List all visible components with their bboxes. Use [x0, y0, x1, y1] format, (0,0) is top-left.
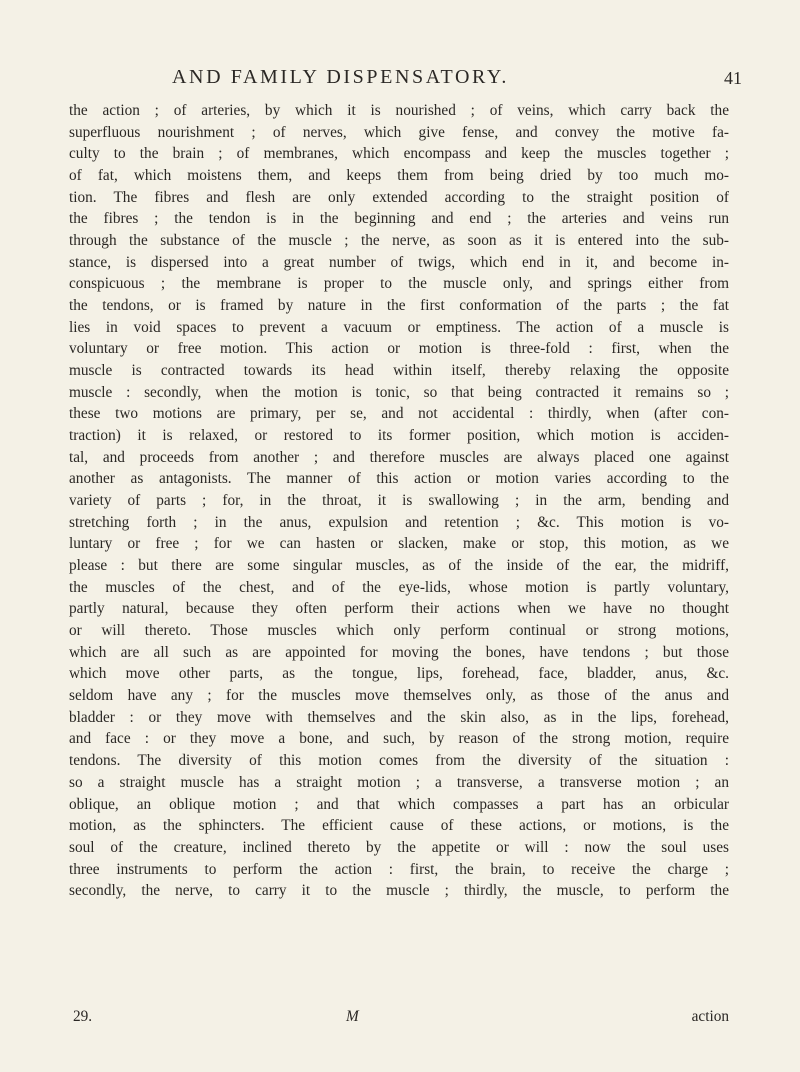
running-head: AND FAMILY DISPENSATORY.	[172, 66, 509, 88]
text-line: tal, and proceeds from another ; and therefore muscles are always placed one against	[69, 448, 729, 466]
text-line: or will thereto. Those muscles which only perform continual or strong motions,	[69, 622, 729, 640]
text-line: so a straight muscle has a straight motion ; a transverse, a transverse motion ; an	[69, 773, 729, 791]
text-line: please : but there are some singular muscles, as of the inside of the ear, the midriff,	[69, 557, 729, 575]
signature-mark: M	[346, 1008, 359, 1025]
text-line: variety of parts ; for, in the throat, it is swallowing ; in the arm, bending and	[69, 492, 729, 510]
text-line: luntary or free ; for we can hasten or slacken, make or stop, this motion, as we	[69, 535, 729, 553]
text-line: the muscles of the chest, and of the eye-lids, whose motion is partly voluntary,	[69, 578, 729, 596]
text-line: motion, as the sphincters. The efficient cause of these actions, or motions, is the	[69, 817, 729, 835]
sheet-number: 29.	[73, 1008, 93, 1025]
text-line: seldom have any ; for the muscles move themselves only, as those of the anus and	[69, 687, 729, 705]
text-line: stretching forth ; in the anus, expulsion and retention ; &c. This motion is vo-	[69, 513, 729, 531]
text-line: conspicuous ; the membrane is proper to the muscle only, and springs either from	[69, 275, 729, 293]
text-line: oblique, an oblique motion ; and that which compasses a part has an orbicular	[69, 795, 729, 813]
text-line: voluntary or free motion. This action or motion is three-fold : first, when the	[69, 340, 729, 358]
text-line: muscle is contracted towards its head within itself, thereby relaxing the opposite	[69, 362, 729, 380]
body-text	[69, 100, 729, 902]
text-line: these two motions are primary, per se, and not accidental : thirdly, when (after con-	[69, 405, 729, 423]
text-line: of fat, which moistens them, and keeps them from being dried by too much mo-	[69, 167, 729, 185]
page-number: 41	[724, 68, 742, 88]
text-line: tendons. The diversity of this motion comes from the diversity of the situation :	[69, 752, 729, 770]
text-line: secondly, the nerve, to carry it to the muscle ; thirdly, the muscle, to perform the	[69, 882, 729, 900]
text-line: soul of the creature, inclined thereto by the appetite or will : now the soul uses	[69, 838, 729, 856]
text-line: tion. The fibres and flesh are only extended according to the straight position of	[69, 188, 729, 206]
text-line: the tendons, or is framed by nature in the first conformation of the parts ; the fat	[69, 297, 729, 315]
page-footer	[69, 1008, 729, 1030]
text-line: which are all such as are appointed for moving the bones, have tendons ; but those	[69, 643, 729, 661]
text-line: the action ; of arteries, by which it is nourished ; of veins, which carry back the	[69, 102, 729, 119]
catchword: action	[691, 1008, 729, 1025]
text-line: traction) it is relaxed, or restored to its former position, which motion is acciden-	[69, 427, 729, 445]
text-line: which move other parts, as the tongue, lips, forehead, face, bladder, anus, &c.	[69, 665, 729, 683]
text-line: and face : or they move a bone, and such, by reason of the strong motion, require	[69, 730, 729, 748]
text-line: muscle : secondly, when the motion is tonic, so that being contracted it remains so ;	[69, 383, 729, 401]
text-line: culty to the brain ; of membranes, which encompass and keep the muscles together ;	[69, 145, 729, 163]
text-line: another as antagonists. The manner of this action or motion varies according to the	[69, 470, 729, 488]
text-line: through the substance of the muscle ; the nerve, as soon as it is entered into the sub-	[69, 232, 729, 250]
text-line: superfluous nourishment ; of nerves, which give fense, and convey the motive fa-	[69, 123, 729, 141]
text-line: stance, is dispersed into a great number of twigs, which end in it, and become in-	[69, 253, 729, 271]
text-line: lies in void spaces to prevent a vacuum or emptiness. The action of a muscle is	[69, 318, 729, 336]
text-line: the fibres ; the tendon is in the beginning and end ; the arteries and veins run	[69, 210, 729, 228]
text-line: bladder : or they move with themselves and the skin also, as in the lips, forehead,	[69, 708, 729, 726]
text-line: partly natural, because they often perform their actions when we have no thought	[69, 600, 729, 618]
text-line: three instruments to perform the action : first, the brain, to receive the charge ;	[69, 860, 729, 878]
